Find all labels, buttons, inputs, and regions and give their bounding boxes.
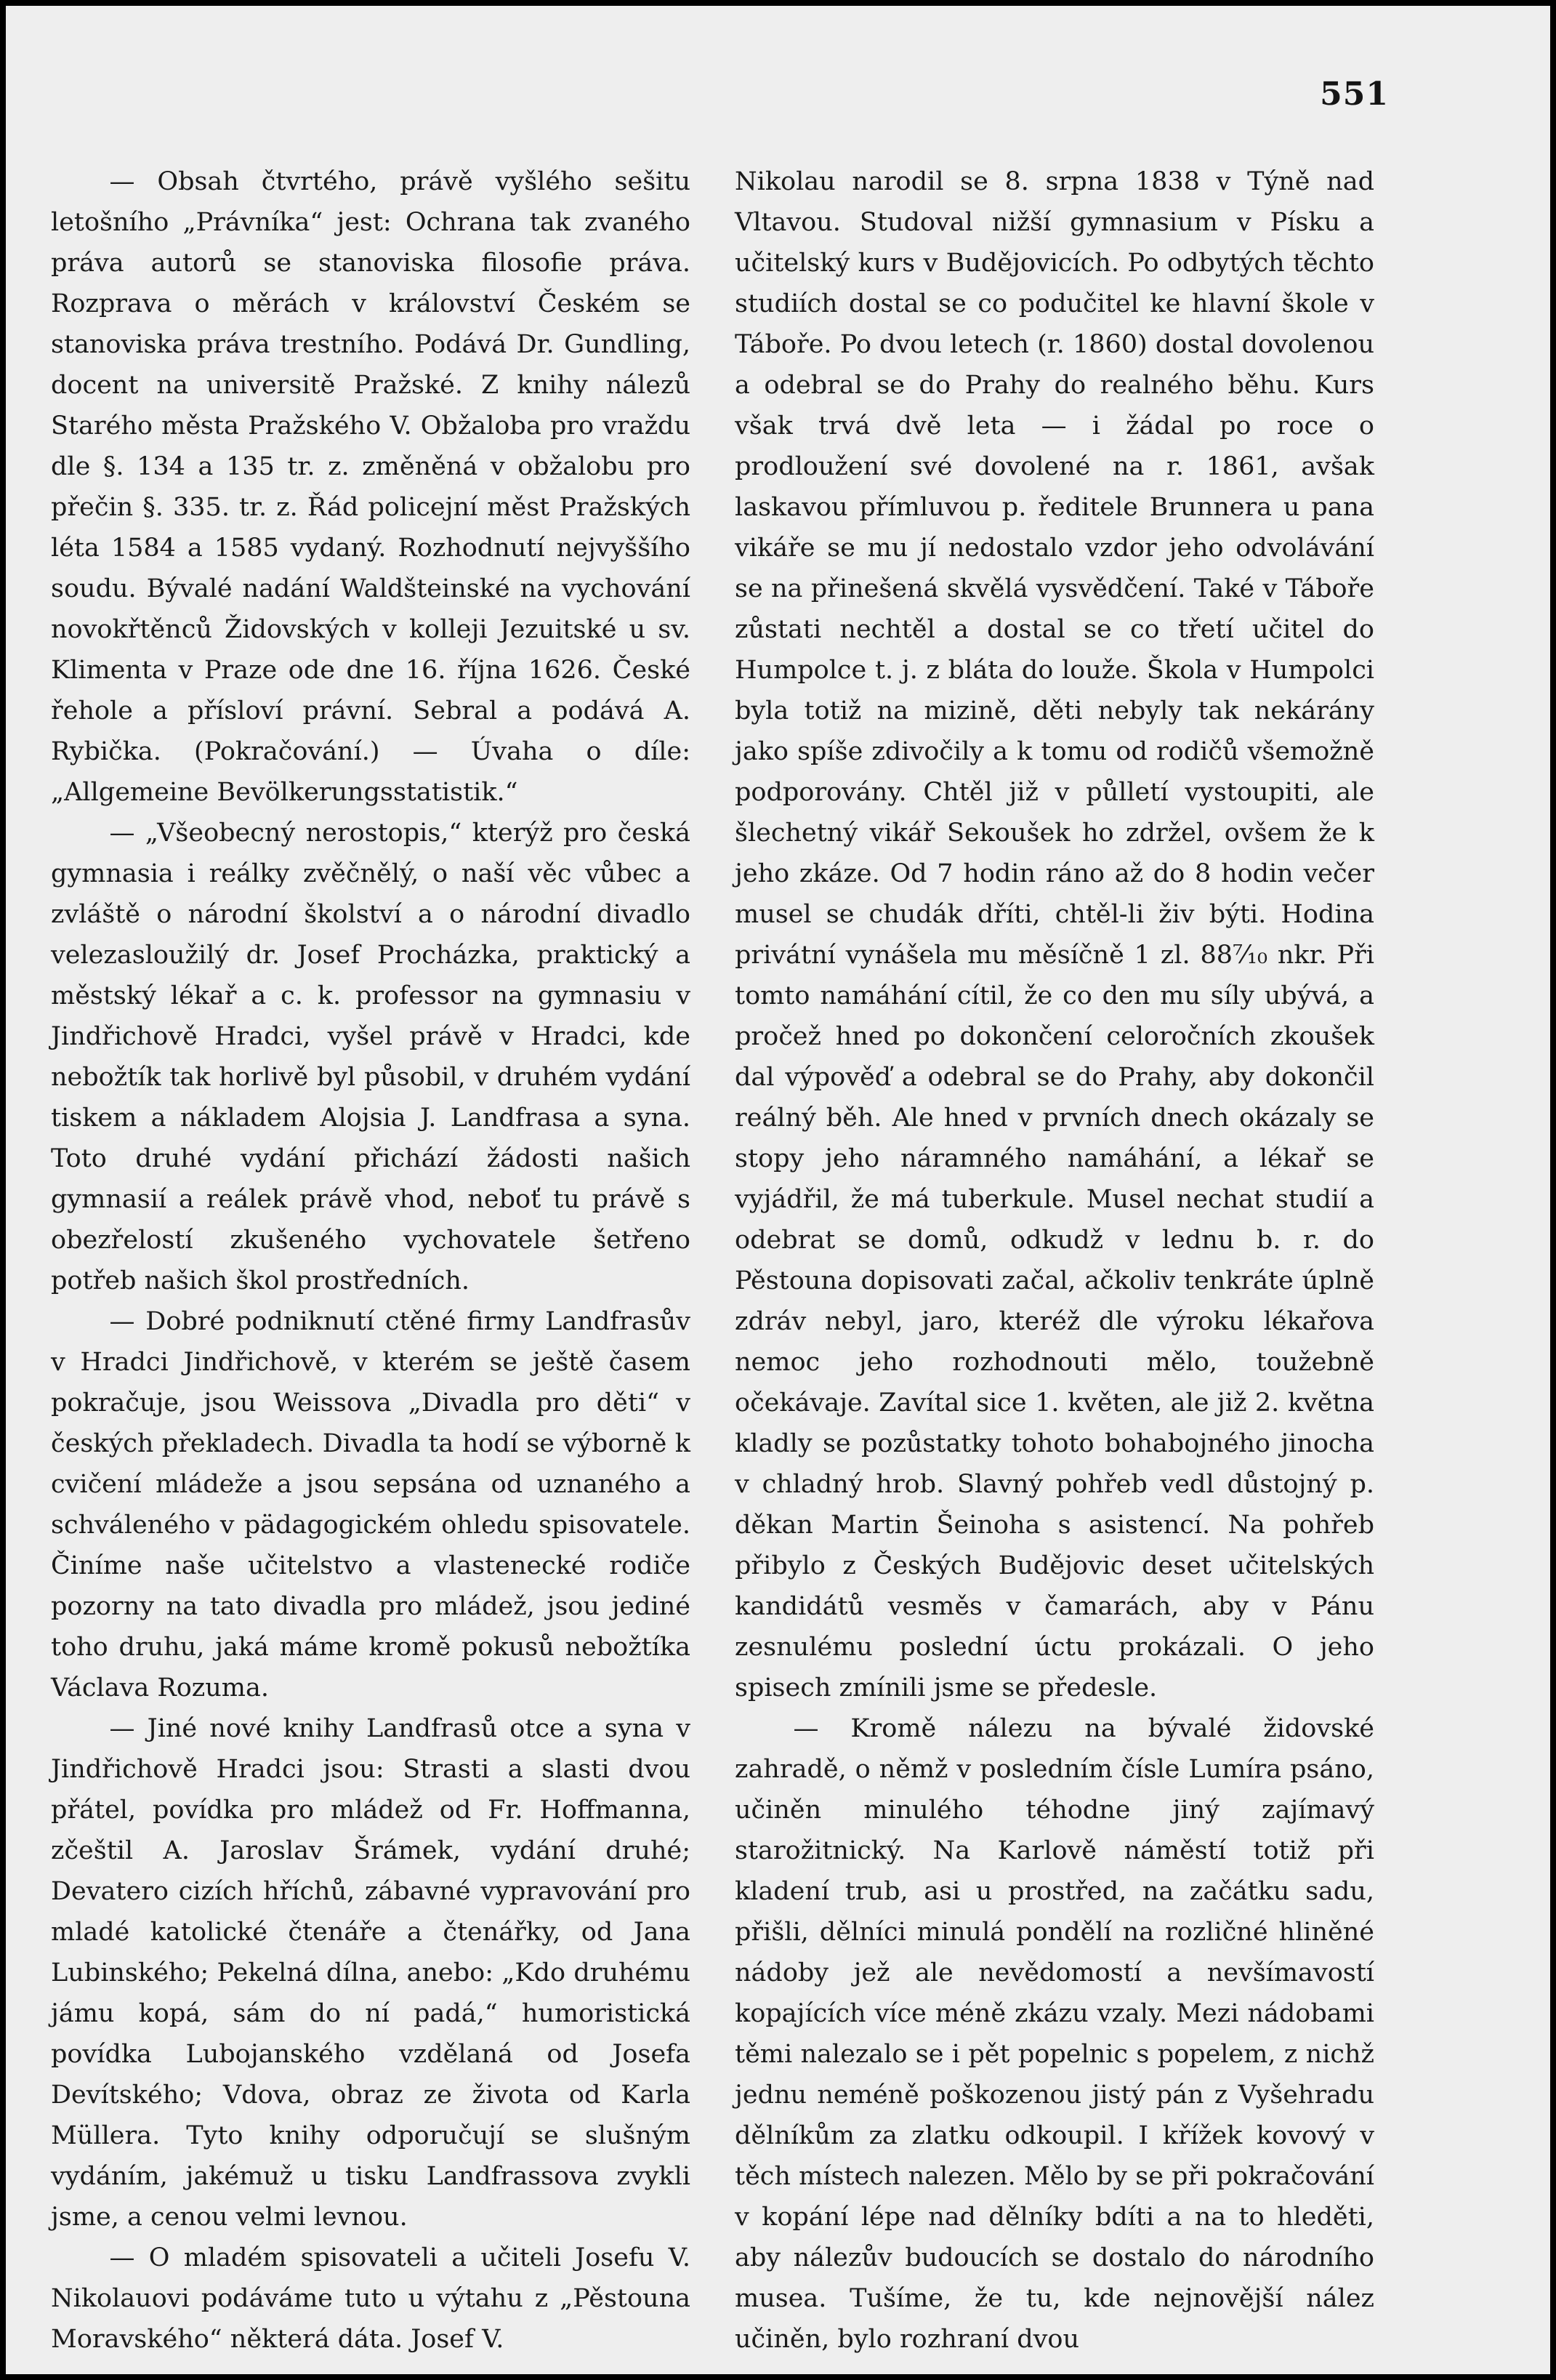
- paragraph-nikolau-intro: — O mladém spisovateli a učiteli Josefu V. Nikolauovi podáváme tuto u výtahu z „Pěstouna Moravského“ některá dáta. Josef V.: [51, 2243, 690, 2354]
- paragraph-nikolau-biography: Nikolau narodil se 8. srpna 1838 v Týně nad Vltavou. Studoval nižší gymnasium v Písku a učitelský kurs v Budějovicích. Po odbytých těchto studiích dostal se co podučitel ke hlavní škole v Táboře. Po dvou letech (r. 1860) dostal dovolenou a odebral se do Prahy do realného běhu. Kurs však trvá dvě leta — i žádal po roce o prodloužení své dovolené na r. 1861, avšak laskavou přímluvou p. ředitele Brunnera u pana vikáře se mu jí nedostalo vzdor jeho odvolávání se na přinešená skvělá vysvědčení. Také v Táboře zůstati nechtěl a dostal se co třetí učitel do Humpolce t. j. z bláta do louže. Škola v Humpolci byla totiž na mizině, děti nebyly tak nekárány jako spíše zdivočily a k tomu od rodičů všemožně podporovány. Chtěl již v půlletí vystoupiti, ale šlechetný vikář Sekoušek ho zdržel, ovšem že k jeho zkáze. Od 7 hodin ráno až do 8 hodin večer musel se chudák dříti, chtěl-li živ býti. Hodina privátní vynášela mu měsíčně 1 zl. 88⁷⁄₁₀ nkr. Při tomto namáhání cítil, že co den mu síly ubývá, a pročež hned po dokončení celoročních zkoušek dal výpověď a odebral se do Prahy, aby dokončil reálný běh. Ale hned v prvních dnech okázaly se stopy jeho náramného namáhání, a lékař se vyjádřil, že má tuberkule. Musel nechat studií a odebrat se domů, odkudž v lednu b. r. do Pěstouna dopisovati začal, ačkoliv tenkráte úplně zdráv nebyl, jaro, kteréž dle výroku lékařova nemoc jeho rozhodnouti mělo, toužebně očekávaje. Zavítal sice 1. květen, ale již 2. května kladly se pozůstatky tohoto bohabojného jinocha v chladný hrob. Slavný pohřeb vedl důstojný p. děkan Martin Šeinoha s asistencí. Na pohřeb přibylo z Českých Budějovic deset učitelských kandidátů vesměs v čamarách, aby v Pánu zesnulému poslední úctu prokázali. O jeho spisech zmínili jsme se předesle.: [735, 167, 1374, 1702]
- book-page: [6, 6, 1550, 2374]
- paragraph-divadla-pro-deti: — Dobré podniknutí ctěné firmy Landfrasův v Hradci Jindřichově, v kterém se ještě časem pokračuje, jsou Weissova „Divadla pro děti“ v českých překladech. Divadla ta hodí se výborně k cvičení mládeže a jsou sepsána od uznaného a schváleného v pädagogickém ohledu spisovatele. Činíme naše učitelstvo a vlastenecké rodiče pozorny na tato divadla pro mládež, jsou jediné toho druhu, jaká máme kromě pokusů nebožtíka Václava Rozuma.: [51, 1307, 690, 1702]
- right-column: [735, 161, 1374, 2360]
- left-column: [51, 161, 690, 2360]
- paragraph-pravnik-contents: — Obsah čtvrtého, právě vyšlého sešitu letošního „Právníka“ jest: Ochrana tak zvaného práva autorů se stanoviska filosofie práva. Rozprava o měrách v království Českém se stanoviska práva trestního. Podává Dr. Gundling, docent na universitě Pražské. Z knihy nálezů Starého města Pražského V. Obžaloba pro vraždu dle §. 134 a 135 tr. z. změněná v obžalobu pro přečin §. 335. tr. z. Řád policejní měst Pražských léta 1584 a 1585 vydaný. Rozhodnutí nejvyššího soudu. Bývalé nadání Waldšteinské na vychování novokřtěnců Židovských v kolleji Jezuitské u sv. Klimenta v Praze ode dne 16. října 1626. České řehole a přísloví právní. Sebral a podává A. Rybička. (Pokračování.) — Úvaha o díle: „Allgemeine Bevölkerungsstatistik.“: [51, 167, 690, 807]
- paragraph-nerostopis: — „Všeobecný nerostopis,“ kterýž pro česká gymnasia i reálky zvěčnělý, o naší věc vůbec a zvláště o národní školství a o národní divadlo velezasloužilý dr. Josef Procházka, praktický a městský lékař a c. k. professor na gymnasiu v Jindřichově Hradci, vyšel právě v Hradci, kde nebožtík tak horlivě byl působil, v druhém vydání tiskem a nákladem Alojsia J. Landfrasa a syna. Toto druhé vydání přichází žádosti našich gymnasií a reálek právě vhod, neboť tu právě s obezřelostí zkušeného vychovatele šetřeno potřeb našich škol prostředních.: [51, 819, 690, 1295]
- page-number: 551: [1320, 76, 1389, 113]
- paragraph-landfras-books: — Jiné nové knihy Landfrasů otce a syna v Jindřichově Hradci jsou: Strasti a slasti dvou přátel, povídka pro mládež od Fr. Hoffmanna, zčeštil A. Jaroslav Šrámek, vydání druhé; Devatero cizích hříchů, zábavné vypravování pro mladé katolické čtenáře a čtenářky, od Jana Lubinského; Pekelná dílna, anebo: „Kdo druhému jámu kopá, sám do ní padá,“ humoristická povídka Lubojanského vzdělaná od Josefa Devítského; Vdova, obraz ze života od Karla Müllera. Tyto knihy odporučují se slušným vydáním, jakémuž u tisku Landfrassova zvykli jsme, a cenou velmi levnou.: [51, 1714, 690, 2232]
- paragraph-karlovo-namesti-find: — Kromě nálezu na bývalé židovské zahradě, o němž v posledním čísle Lumíra psáno, učiněn minulého téhodne jiný zajímavý starožitnický. Na Karlově náměstí totiž při kladení trub, asi u prostřed, na začátku sadu, přišli, dělníci minulá pondělí na rozličné hliněné nádoby jež ale nevědomostí a nevšímavostí kopajících více méně zkázu vzaly. Mezi nádobami těmi nalezalo se i pět popelnic s popelem, z nichž jednu neméně poškozenou jistý pán z Vyšehradu dělníkům za zlatku odkoupil. I křížek kovový v těch místech nalezen. Mělo by se při pokračování v kopání lépe nad dělníky bdíti a na to hleděti, aby nálezův budoucích se dostalo do národního musea. Tušíme, že tu, kde nejnovější nález učiněn, bylo rozhraní dvou: [735, 1714, 1374, 2354]
